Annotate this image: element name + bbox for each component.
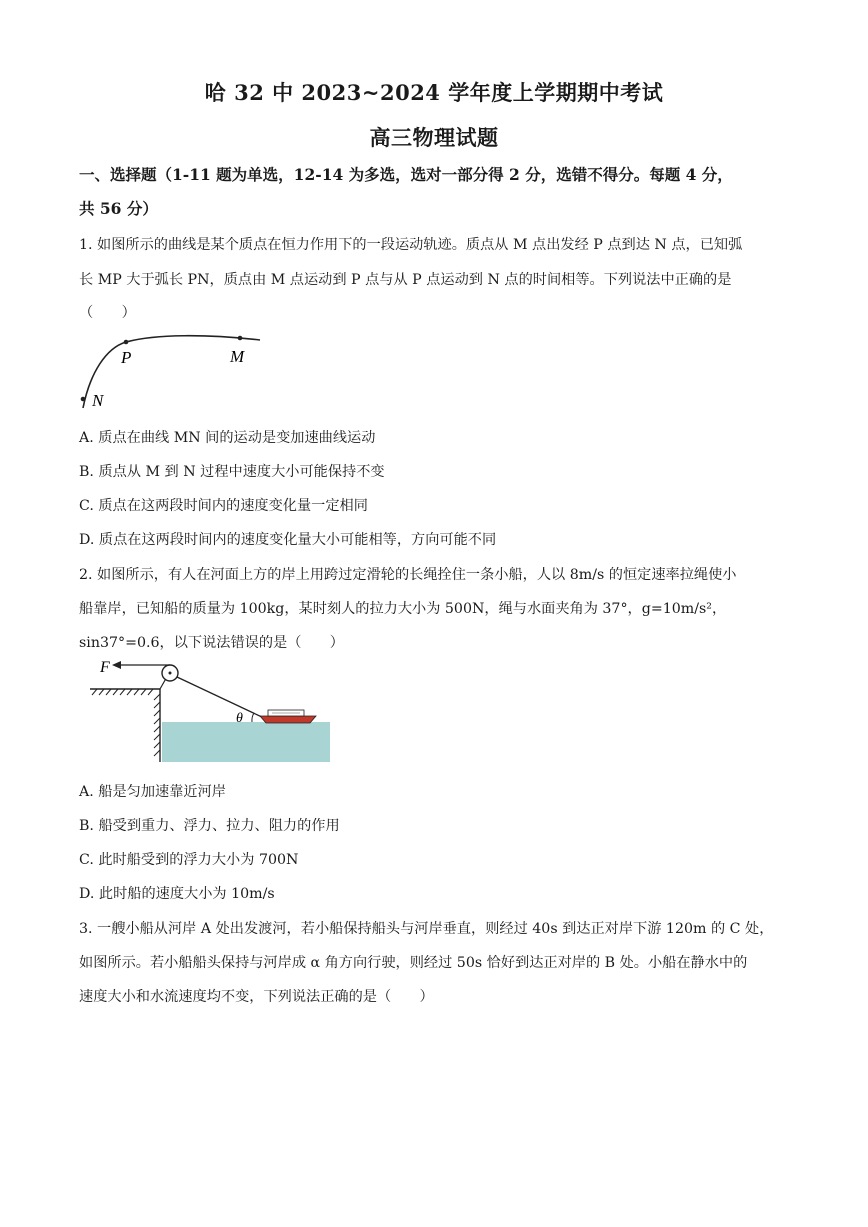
q1-option-b: B. 质点从 M 到 N 过程中速度大小可能保持不变 bbox=[79, 464, 385, 480]
label-force: F bbox=[100, 659, 110, 676]
label-m: M bbox=[230, 347, 245, 366]
q3-stem-line2: 如图所示。若小船船头保持与河岸成 α 角方向行驶，则经过 50s 恰好到达正对岸的 B 处。小船在静水中的 bbox=[79, 955, 748, 971]
q1-trajectory-diagram bbox=[76, 328, 276, 414]
q1-option-d: D. 质点在这两段时间内的速度变化量大小可能相等，方向可能不同 bbox=[79, 532, 497, 548]
q2-stem-line3: sin37°=0.6，以下说法错误的是（ ） bbox=[79, 635, 344, 651]
exam-subtitle: 高三物理试题 bbox=[369, 125, 499, 150]
angle-arc bbox=[252, 713, 254, 722]
section-heading-line2: 共 56 分） bbox=[79, 199, 158, 218]
force-arrow-head bbox=[112, 661, 121, 669]
rope-to-boat bbox=[177, 677, 264, 718]
q2-stem-line2: 船靠岸，已知船的质量为 100kg，某时刻人的拉力大小为 500N，绳与水面夹角为 37°，g=10m/s²， bbox=[79, 601, 727, 617]
q3-stem-line1: 3. 一艘小船从河岸 A 处出发渡河，若小船保持船头与河岸垂直，则经过 40s 到达正对岸下游 120m 的 C 处， bbox=[79, 921, 774, 937]
label-n: N bbox=[92, 391, 104, 410]
q2-option-a: A. 船是匀加速靠近河岸 bbox=[79, 784, 226, 800]
bank-wall-hatch bbox=[154, 694, 160, 756]
q2-option-d: D. 此时船的速度大小为 10m/s bbox=[79, 886, 275, 902]
q1-stem-line1: 1. 如图所示的曲线是某个质点在恒力作用下的一段运动轨迹。质点从 M 点出发经 P 点到达 N 点，已知弧 bbox=[79, 237, 743, 253]
point-m-dot bbox=[238, 336, 243, 341]
q3-stem-line3: 速度大小和水流速度均不变，下列说法正确的是（ ） bbox=[79, 989, 434, 1005]
q1-stem-line2: 长 MP 大于弧长 PN，质点由 M 点运动到 P 点与从 P 点运动到 N 点的时间相等。下列说法中正确的是 bbox=[79, 272, 732, 288]
boat bbox=[260, 710, 316, 723]
q2-option-c: C. 此时船受到的浮力大小为 700N bbox=[79, 852, 299, 868]
label-p: P bbox=[121, 348, 132, 367]
pulley-axle bbox=[169, 672, 172, 675]
label-angle: θ bbox=[236, 711, 243, 726]
q2-pulley-diagram bbox=[88, 656, 338, 766]
q1-option-a: A. 质点在曲线 MN 间的运动是变加速曲线运动 bbox=[79, 430, 376, 446]
point-n-dot bbox=[81, 397, 86, 402]
exam-title: 哈 32 中 2023~2024 学年度上学期期中考试 bbox=[204, 80, 664, 105]
q1-stem-line3: （ ） bbox=[79, 305, 136, 321]
bank-top-hatch bbox=[92, 689, 153, 695]
q2-option-b: B. 船受到重力、浮力、拉力、阻力的作用 bbox=[79, 818, 340, 834]
q1-option-c: C. 质点在这两段时间内的速度变化量一定相同 bbox=[79, 498, 368, 514]
river-water bbox=[162, 722, 330, 762]
q2-stem-line1: 2. 如图所示，有人在河面上方的岸上用跨过定滑轮的长绳拴住一条小船，人以 8m/s 的恒定速率拉绳使小 bbox=[79, 567, 737, 583]
point-p-dot bbox=[124, 340, 129, 345]
section-heading-line1: 一、选择题（1-11 题为单选，12-14 为多选，选对一部分得 2 分，选错不得分。每题 4 分， bbox=[79, 165, 733, 184]
